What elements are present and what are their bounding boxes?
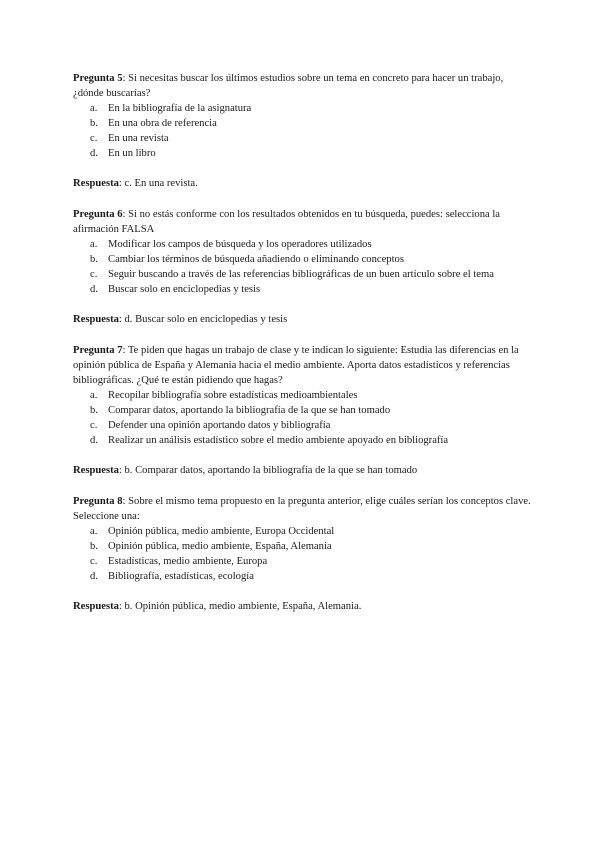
option-b (73, 252, 533, 267)
option-letter: d. (90, 435, 98, 446)
option-a (73, 524, 533, 539)
answer-text: : d. Buscar solo en enciclopedias y tesis (118, 314, 288, 325)
option-b (73, 539, 533, 554)
option-letter: c. (90, 420, 98, 431)
option-text: Estadísticas, medio ambiente, Europa (108, 556, 268, 567)
answer-label: Respuesta (73, 178, 119, 189)
option-text: En una obra de referencia (108, 118, 217, 129)
option-letter: a. (90, 103, 98, 114)
option-text: En una revista (108, 133, 169, 144)
option-a (73, 101, 533, 116)
question-8 (73, 494, 533, 614)
question-6-text (73, 207, 533, 237)
option-text: Seguir buscando a través de las referencias bibliográficas de un buen artículo sobre el tema (108, 269, 494, 280)
option-text: Cambiar los términos de búsqueda añadiendo o eliminando conceptos (108, 254, 404, 265)
option-letter: a. (90, 526, 98, 537)
question-5 (73, 71, 533, 191)
option-letter: c. (90, 133, 98, 144)
options-list (73, 388, 533, 448)
question-5-text (73, 71, 533, 101)
answer-text: : b. Comparar datos, aportando la bibliografía de la que se han tomado (118, 465, 418, 476)
answer-8 (73, 599, 533, 614)
option-text: Bibliografía, estadísticas, ecología (108, 571, 254, 582)
question-7-text (73, 343, 533, 388)
option-text: Defender una opinión aportando datos y bibliografía (108, 420, 331, 431)
question-8-text (73, 494, 533, 524)
option-text: Buscar solo en enciclopedias y tesis (108, 284, 261, 295)
option-b (73, 116, 533, 131)
option-d (73, 146, 533, 161)
options-list (73, 524, 533, 584)
quiz-content (73, 71, 533, 614)
question-label: Pregunta 8 (73, 496, 123, 507)
answer-label: Respuesta (73, 465, 119, 476)
question-body: : Si no estás conforme con los resultados obtenidos en tu búsqueda, puedes: selecciona la afirmación FALSA (73, 209, 501, 235)
option-letter: d. (90, 284, 98, 295)
answer-label: Respuesta (73, 314, 119, 325)
options-list (73, 101, 533, 161)
option-text: En un libro (108, 148, 156, 159)
answer-7 (73, 463, 533, 478)
options-list (73, 237, 533, 297)
answer-text: : b. Opinión pública, medio ambiente, España, Alemania. (118, 601, 362, 612)
option-letter: d. (90, 148, 98, 159)
option-letter: b. (90, 118, 98, 129)
option-text: Recopilar bibliografía sobre estadísticas medioambientales (108, 390, 358, 401)
answer-text: : c. En una revista. (118, 178, 198, 189)
option-c (73, 131, 533, 146)
option-c (73, 418, 533, 433)
option-letter: a. (90, 239, 98, 250)
question-7 (73, 343, 533, 478)
option-a (73, 237, 533, 252)
question-body: : Te piden que hagas un trabajo de clase y te indican lo siguiente: Estudia las diferencias en la opinión pública de España y Alemania hacia el medio ambiente. Aporta datos estadísticos y referencias bibliográficas. ¿Qué te están pidiendo que hagas? (73, 345, 519, 386)
option-text: Realizar un análisis estadístico sobre el medio ambiente apoyado en bibliografía (108, 435, 449, 446)
option-text: En la bibliografía de la asignatura (108, 103, 252, 114)
option-text: Opinión pública, medio ambiente, España, Alemania (108, 541, 332, 552)
question-6 (73, 207, 533, 327)
question-body: : Si necesitas buscar los últimos estudios sobre un tema en concreto para hacer un trabajo, ¿dónde buscarías? (73, 73, 504, 99)
option-letter: b. (90, 541, 98, 552)
option-text: Comparar datos, aportando la bibliografía de la que se han tomado (108, 405, 391, 416)
option-a (73, 388, 533, 403)
option-letter: a. (90, 390, 98, 401)
option-c (73, 554, 533, 569)
option-letter: b. (90, 405, 98, 416)
question-label: Pregunta 5 (73, 73, 123, 84)
option-text: Opinión pública, medio ambiente, Europa Occidental (108, 526, 335, 537)
option-letter: c. (90, 556, 98, 567)
option-text: Modificar los campos de búsqueda y los operadores utilizados (108, 239, 372, 250)
option-letter: c. (90, 269, 98, 280)
option-d (73, 569, 533, 584)
answer-6 (73, 312, 533, 327)
option-d (73, 433, 533, 448)
option-letter: b. (90, 254, 98, 265)
option-letter: d. (90, 571, 98, 582)
option-b (73, 403, 533, 418)
option-d (73, 282, 533, 297)
option-c (73, 267, 533, 282)
answer-5 (73, 176, 533, 191)
question-label: Pregunta 6 (73, 209, 123, 220)
question-body: : Sobre el mismo tema propuesto en la pregunta anterior, elige cuáles serían los conceptos clave. Seleccione una: (73, 496, 531, 522)
answer-label: Respuesta (73, 601, 119, 612)
question-label: Pregunta 7 (73, 345, 123, 356)
